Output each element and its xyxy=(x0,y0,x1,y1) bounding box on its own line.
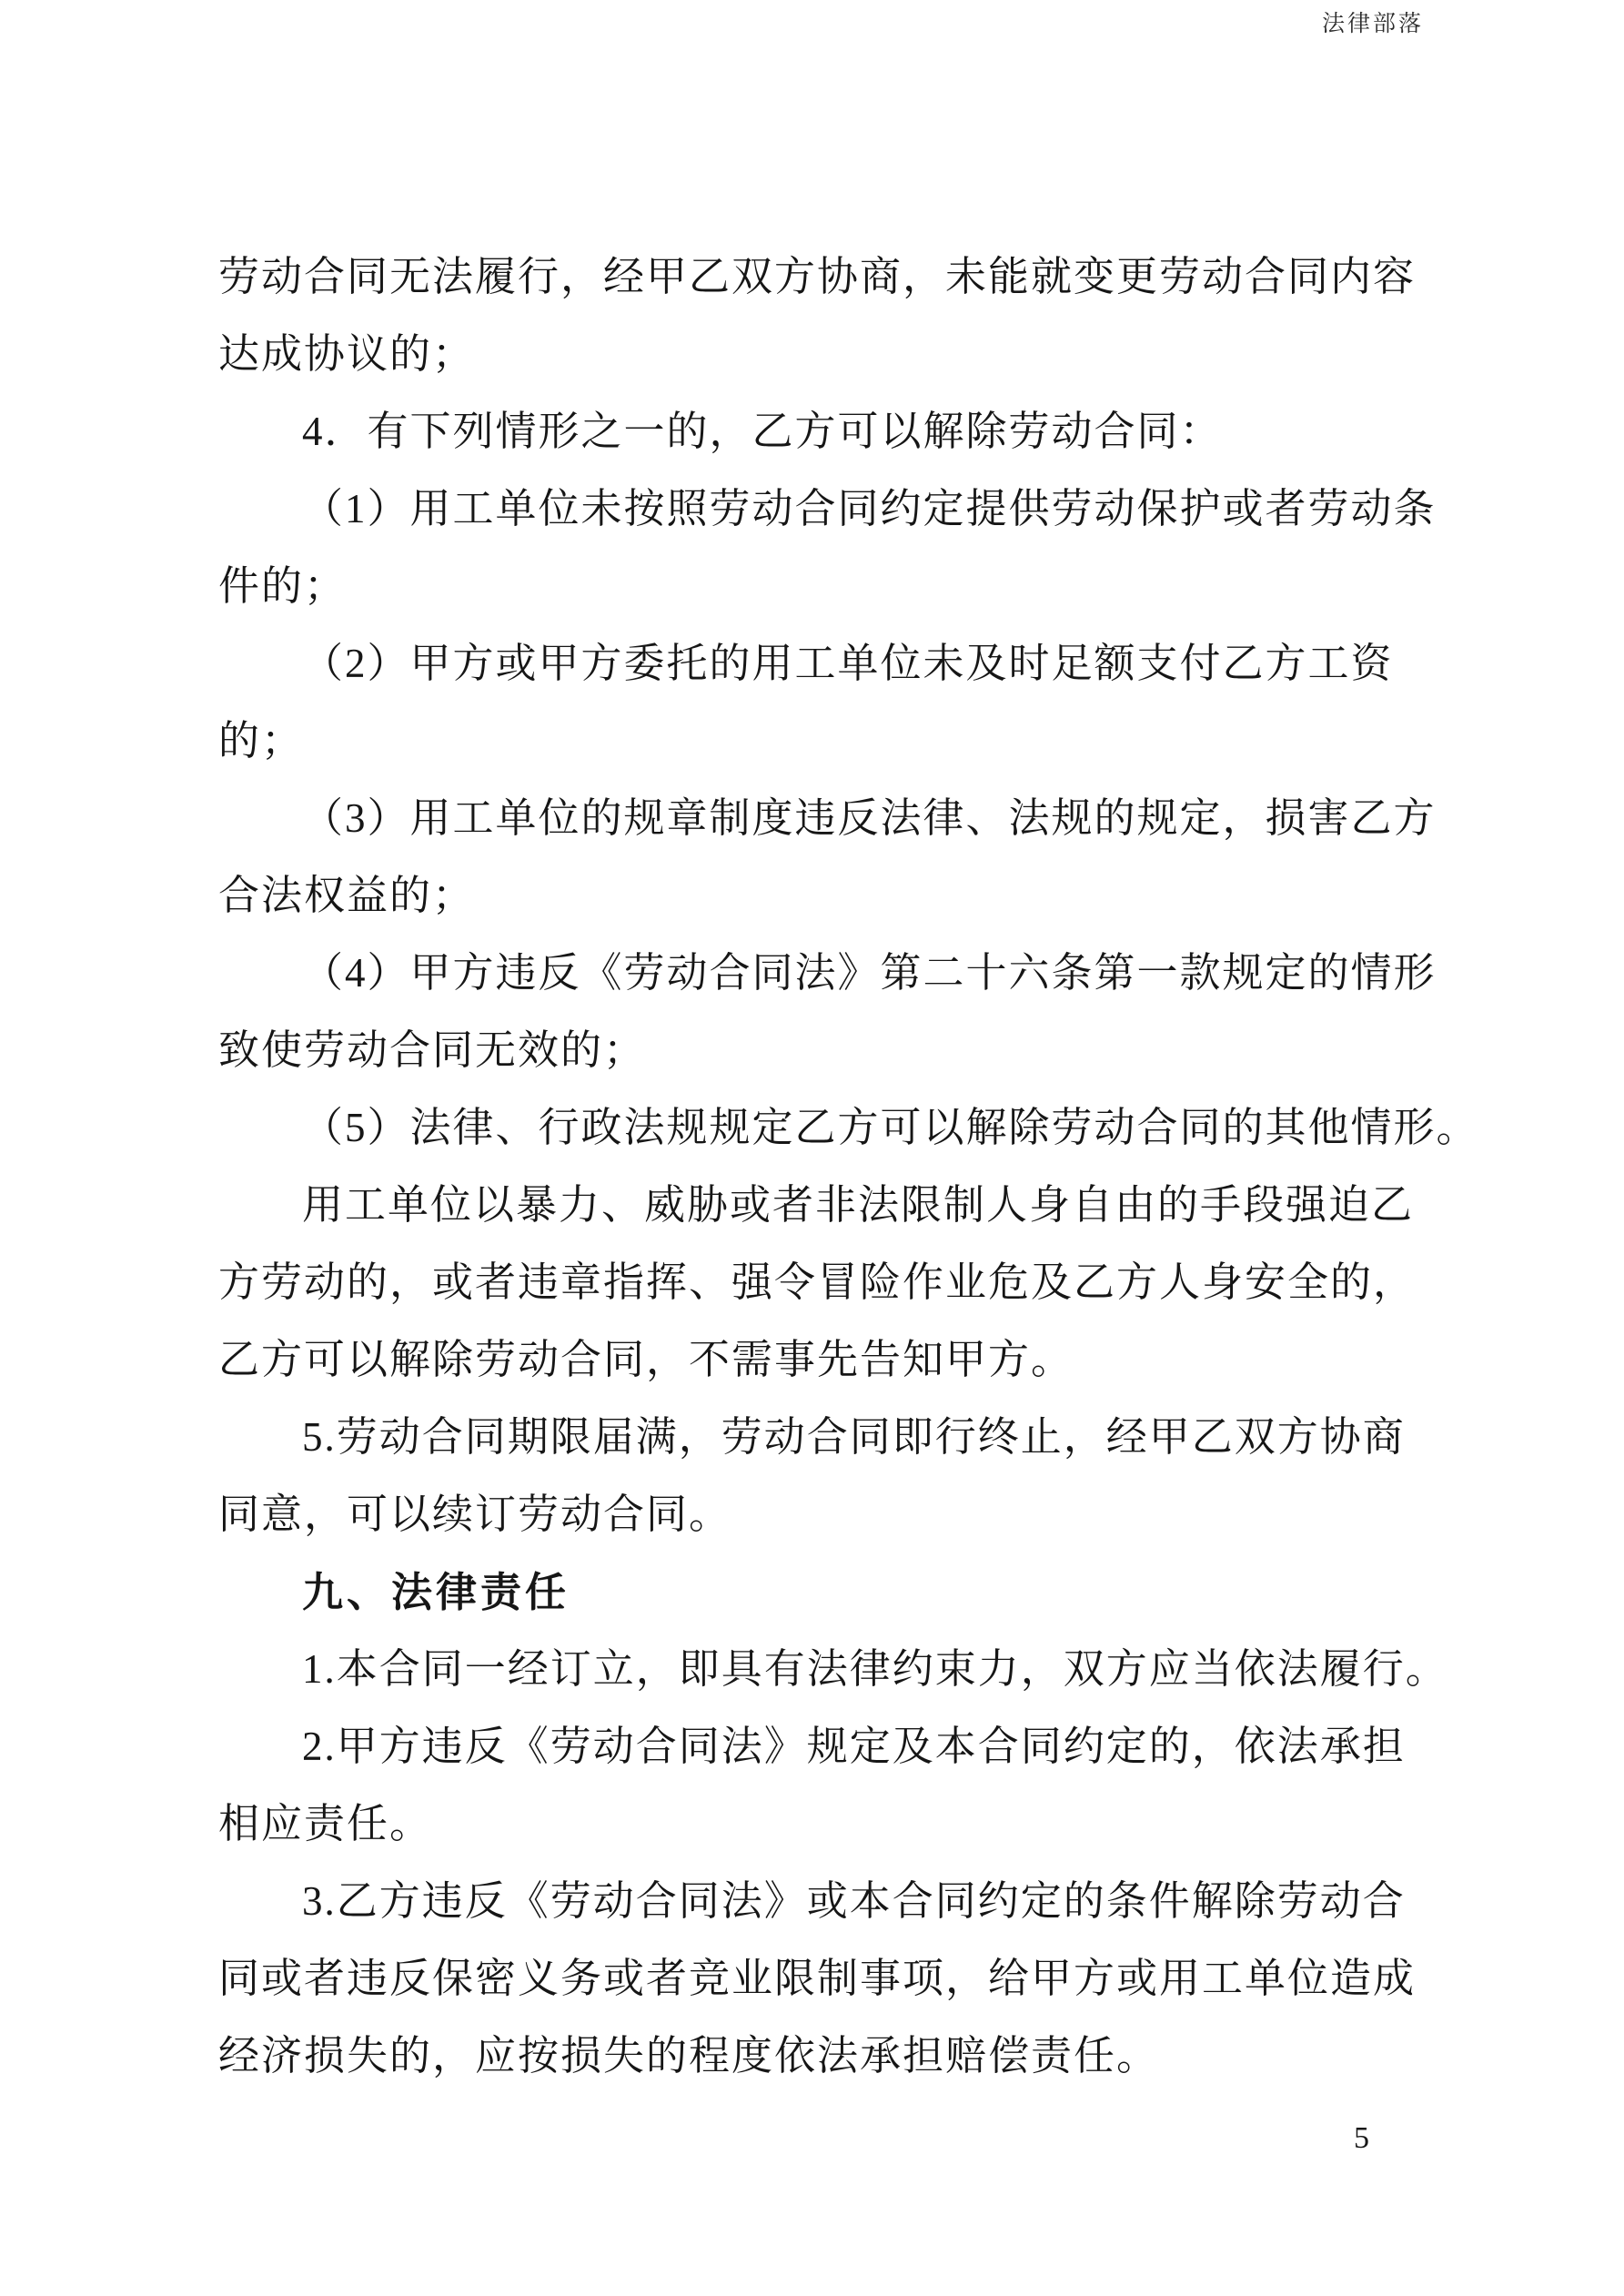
section-heading: 九、法律责任 xyxy=(302,1569,570,1615)
text-line: 合法权益的； xyxy=(218,873,476,918)
text-line: 相应责任。 xyxy=(218,1801,433,1846)
text-line: 同意，可以续订劳动合同。 xyxy=(218,1492,732,1537)
text-line: （5）法律、行政法规规定乙方可以解除劳动合同的其他情形。 xyxy=(302,1105,1479,1150)
text-line: （2）甲方或甲方委托的用工单位未及时足额支付乙方工资 xyxy=(302,641,1394,686)
text-line: （1）用工单位未按照劳动合同约定提供劳动保护或者劳动条 xyxy=(302,486,1437,531)
text-line: 方劳动的，或者违章指挥、强令冒险作业危及乙方人身安全的， xyxy=(218,1259,1417,1305)
text-line: 同或者违反保密义务或者竞业限制事项，给甲方或用工单位造成 xyxy=(218,1956,1417,2001)
text-line: 达成协议的； xyxy=(218,331,476,377)
page-number: 5 xyxy=(1354,2121,1369,2155)
text-line: 的； xyxy=(218,718,305,764)
text-line: 经济损失的，应按损失的程度依法承担赔偿责任。 xyxy=(218,2033,1160,2079)
watermark-text: 法律部落 xyxy=(1321,12,1424,36)
text-line: 件的； xyxy=(218,563,348,609)
text-line: （4）甲方违反《劳动合同法》第二十六条第一款规定的情形 xyxy=(302,950,1437,996)
text-line: 4．有下列情形之一的，乙方可以解除劳动合同： xyxy=(302,409,1223,454)
text-line: 1.本合同一经订立，即具有法律约束力，双方应当依法履行。 xyxy=(302,1646,1448,1692)
text-line: 乙方可以解除劳动合同，不需事先告知甲方。 xyxy=(218,1337,1074,1382)
text-line: （3）用工单位的规章制度违反法律、法规的规定，损害乙方 xyxy=(302,795,1437,841)
text-line: 5.劳动合同期限届满，劳动合同即行终止，经甲乙双方协商 xyxy=(302,1414,1406,1460)
document-lines xyxy=(218,238,1479,2095)
text-line: 致使劳动合同无效的； xyxy=(218,1027,647,1073)
text-line: 用工单位以暴力、威胁或者非法限制人身自由的手段强迫乙 xyxy=(302,1182,1415,1228)
text-line: 劳动合同无法履行，经甲乙双方协商，未能就变更劳动合同内容 xyxy=(218,254,1417,299)
text-line: 2.甲方违反《劳动合同法》规定及本合同约定的，依法承担 xyxy=(302,1724,1406,1769)
text-line: 3.乙方违反《劳动合同法》或本合同约定的条件解除劳动合 xyxy=(302,1878,1406,1924)
